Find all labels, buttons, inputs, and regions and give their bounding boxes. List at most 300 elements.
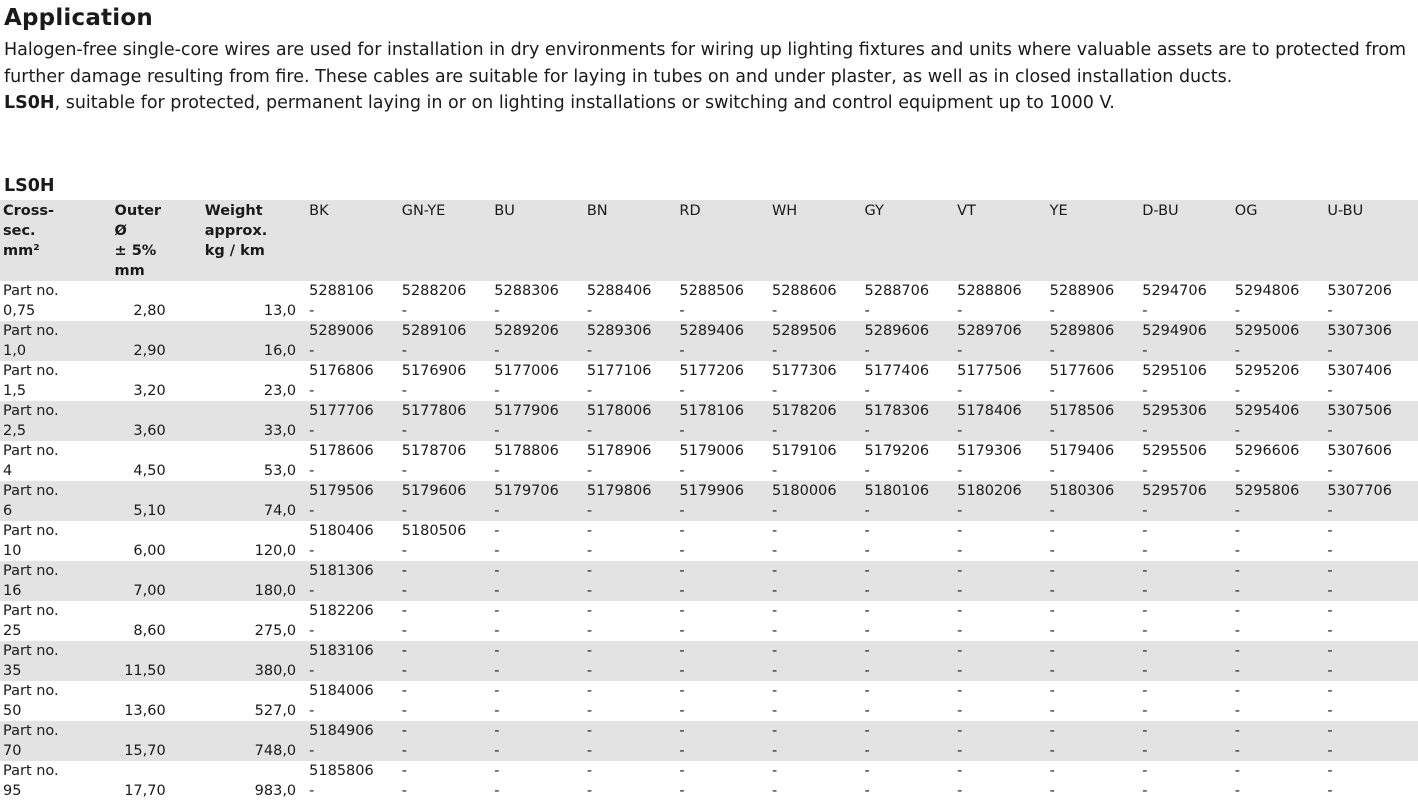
part-number: -: [864, 643, 870, 659]
part-number: 5288306: [494, 283, 559, 299]
part-number-secondary: -: [864, 743, 870, 759]
part-number: -: [1049, 563, 1055, 579]
part-number-cell: [492, 281, 585, 321]
part-number-cell: [1233, 481, 1326, 521]
weight-cell: [177, 761, 307, 801]
part-number: -: [1049, 643, 1055, 659]
part-number-secondary: -: [586, 303, 593, 319]
header-color-wh: WH: [771, 203, 798, 219]
table-row: [0, 761, 1418, 801]
part-number-secondary: -: [1142, 623, 1148, 639]
part-number-secondary: -: [1327, 703, 1333, 719]
part-number-cell: [307, 321, 400, 361]
part-number: -: [586, 643, 593, 659]
header-cross-line3: mm²: [3, 243, 40, 259]
part-number: -: [1327, 603, 1333, 619]
part-number: -: [1142, 643, 1148, 659]
part-number-secondary: -: [401, 543, 407, 559]
part-number: -: [957, 563, 963, 579]
part-number-secondary: -: [309, 303, 315, 319]
part-number-cell: [1325, 281, 1418, 321]
part-number: -: [1049, 723, 1055, 739]
part-number: -: [864, 763, 870, 779]
table-row: [0, 641, 1418, 681]
part-number-secondary: -: [1049, 463, 1055, 479]
cross-section-value: 25: [3, 623, 22, 639]
part-number: 5288506: [679, 283, 744, 299]
part-number: -: [864, 723, 870, 739]
part-number: -: [864, 603, 870, 619]
part-number-cell: [955, 401, 1048, 441]
header-color-vt: VT: [957, 203, 976, 219]
part-number-cell: [400, 561, 493, 601]
part-number-secondary: -: [494, 463, 500, 479]
part-number: -: [401, 763, 407, 779]
part-number-secondary: -: [679, 343, 685, 359]
part-number-secondary: -: [309, 503, 315, 519]
part-number-secondary: -: [1327, 743, 1333, 759]
part-number-secondary: -: [1327, 783, 1333, 799]
part-number: -: [401, 683, 407, 699]
part-number-secondary: -: [864, 543, 870, 559]
part-number: 5288806: [957, 283, 1022, 299]
part-number-secondary: -: [586, 503, 593, 519]
part-number: 5295506: [1142, 443, 1207, 459]
table-row: [0, 721, 1418, 761]
part-number-secondary: -: [679, 463, 685, 479]
part-number-cell: [770, 441, 863, 481]
part-number: -: [401, 643, 407, 659]
part-number: 5179506: [309, 483, 374, 499]
part-number-cell: [1233, 681, 1326, 721]
part-number-cell: [492, 481, 585, 521]
part-number-secondary: -: [494, 743, 500, 759]
part-number: 5182206: [309, 603, 374, 619]
part-number-secondary: -: [1234, 383, 1241, 399]
part-number-secondary: -: [679, 423, 685, 439]
part-number: -: [586, 603, 593, 619]
part-number-cell: [585, 561, 678, 601]
part-number: 5178906: [586, 443, 652, 459]
weight-value: 33,0: [263, 423, 297, 439]
part-number-cell: [1140, 721, 1233, 761]
header-color-ye: YE: [1049, 203, 1068, 219]
part-number-secondary: -: [401, 703, 407, 719]
part-number-secondary: -: [1049, 303, 1055, 319]
part-number-cell: [1048, 281, 1141, 321]
part-number-secondary: -: [1234, 743, 1241, 759]
part-number-secondary: -: [957, 463, 963, 479]
part-number-cell: [307, 521, 400, 561]
part-number-secondary: -: [401, 463, 407, 479]
part-number-cell: [307, 601, 400, 641]
part-number-cell: [400, 361, 493, 401]
part-number-secondary: -: [1327, 583, 1333, 599]
part-number-cell: [1325, 401, 1418, 441]
part-number-secondary: -: [771, 303, 778, 319]
part-number: -: [1234, 763, 1241, 779]
part-number-secondary: -: [1234, 703, 1241, 719]
outer-cell: [112, 681, 177, 721]
part-number-secondary: -: [1142, 423, 1148, 439]
part-number-cell: [955, 481, 1048, 521]
part-no-label: Part no.: [3, 363, 59, 379]
part-number-secondary: -: [864, 623, 870, 639]
outer-diameter-value: 13,60: [124, 703, 166, 719]
table-row: [0, 521, 1418, 561]
cross-section-value: 10: [3, 543, 22, 559]
table-title: LS0H: [4, 176, 55, 196]
weight-value: 74,0: [263, 503, 297, 519]
part-number-cell: [1140, 401, 1233, 441]
part-number-cell: [770, 521, 863, 561]
outer-cell: [112, 401, 177, 441]
table-row: [0, 481, 1418, 521]
part-number-secondary: -: [494, 383, 500, 399]
part-number-secondary: -: [401, 663, 407, 679]
header-color-bu: BU: [494, 203, 515, 219]
part-number-secondary: -: [771, 583, 778, 599]
part-number-cell: [863, 641, 956, 681]
part-number: 5178006: [586, 403, 652, 419]
part-number-secondary: -: [771, 743, 778, 759]
table-row: [0, 681, 1418, 721]
part-number-secondary: -: [1327, 503, 1333, 519]
part-number-cell: [770, 601, 863, 641]
part-number: -: [1234, 683, 1241, 699]
part-number-secondary: -: [309, 343, 315, 359]
part-number-secondary: -: [1049, 743, 1055, 759]
part-number-cell: [307, 361, 400, 401]
part-number-cell: [1325, 601, 1418, 641]
part-number-cell: [955, 441, 1048, 481]
part-number-cell: [863, 361, 956, 401]
part-number-cell: [1233, 561, 1326, 601]
part-number-cell: [307, 641, 400, 681]
part-number-secondary: -: [771, 543, 778, 559]
part-number: 5289806: [1049, 323, 1115, 339]
header-color-bn: BN: [586, 203, 608, 219]
header-weight-line1: Weight: [204, 203, 263, 219]
part-number: 5180206: [957, 483, 1022, 499]
part-number-secondary: -: [1327, 423, 1333, 439]
part-number-secondary: -: [1327, 343, 1333, 359]
part-number-cell: [492, 401, 585, 441]
part-number-cell: [585, 361, 678, 401]
part-number: -: [1142, 563, 1148, 579]
part-number-cell: [677, 561, 770, 601]
part-number: 5177306: [771, 363, 837, 379]
part-number-secondary: -: [1234, 463, 1241, 479]
part-number-cell: [1140, 281, 1233, 321]
part-number: 5179806: [586, 483, 652, 499]
part-number-secondary: -: [1049, 583, 1055, 599]
part-number-secondary: -: [864, 663, 870, 679]
part-number-cell: [1325, 681, 1418, 721]
header-cross-line1: Cross-: [3, 203, 55, 219]
outer-diameter-value: 6,00: [133, 543, 166, 559]
part-number-secondary: -: [1327, 383, 1333, 399]
part-number-secondary: -: [586, 703, 593, 719]
part-number: -: [1327, 683, 1333, 699]
part-number: -: [1049, 683, 1055, 699]
part-number: -: [494, 763, 500, 779]
part-number: -: [1234, 603, 1241, 619]
header-outer-line1: Outer Ø: [114, 203, 162, 239]
part-number-secondary: -: [494, 543, 500, 559]
part-number-secondary: -: [309, 583, 315, 599]
part-number: -: [771, 763, 778, 779]
part-number: 5307706: [1327, 483, 1392, 499]
part-number-cell: [1140, 441, 1233, 481]
part-number-cell: [1048, 441, 1141, 481]
part-number: 5179006: [679, 443, 744, 459]
outer-diameter-value: 17,70: [124, 783, 166, 799]
part-number: -: [1049, 763, 1055, 779]
part-number-secondary: -: [494, 663, 500, 679]
part-number-secondary: -: [309, 423, 315, 439]
part-number-cell: [307, 441, 400, 481]
part-number-cell: [400, 521, 493, 561]
part-number-secondary: -: [864, 703, 870, 719]
header-color-u-bu: U-BU: [1327, 203, 1364, 219]
part-number-secondary: -: [1049, 503, 1055, 519]
part-number: -: [679, 563, 685, 579]
part-number-cell: [307, 401, 400, 441]
part-number-cell: [585, 641, 678, 681]
part-number-secondary: -: [1234, 423, 1241, 439]
part-number: -: [957, 683, 963, 699]
cross-section-cell: [0, 481, 112, 521]
part-number-secondary: -: [679, 383, 685, 399]
part-number: -: [864, 523, 870, 539]
part-number-secondary: -: [679, 583, 685, 599]
cross-section-cell: [0, 721, 112, 761]
part-number-cell: [307, 481, 400, 521]
part-number-secondary: -: [679, 543, 685, 559]
part-number-cell: [770, 481, 863, 521]
part-number-secondary: -: [864, 463, 870, 479]
part-number-cell: [1048, 401, 1141, 441]
weight-value: 983,0: [254, 783, 297, 799]
part-number-cell: [677, 401, 770, 441]
part-number: 5178506: [1049, 403, 1115, 419]
header-cross-line2: sec.: [3, 223, 36, 239]
part-number: 5294706: [1142, 283, 1207, 299]
part-number: -: [586, 563, 593, 579]
part-number: 5289106: [401, 323, 467, 339]
part-number-cell: [770, 561, 863, 601]
cross-section-cell: [0, 681, 112, 721]
part-number-secondary: -: [957, 623, 963, 639]
part-number: 5176906: [401, 363, 467, 379]
part-number: -: [1142, 763, 1148, 779]
part-number-secondary: -: [957, 423, 963, 439]
table-row: [0, 281, 1418, 321]
part-number-secondary: -: [494, 423, 500, 439]
part-number-cell: [400, 441, 493, 481]
part-number-secondary: -: [401, 503, 407, 519]
part-number-cell: [863, 601, 956, 641]
cross-section-cell: [0, 521, 112, 561]
weight-cell: [177, 561, 307, 601]
weight-cell: [177, 521, 307, 561]
part-number-cell: [585, 681, 678, 721]
part-number-table: [0, 200, 1418, 801]
part-no-label: Part no.: [3, 323, 59, 339]
part-number-secondary: -: [1142, 663, 1148, 679]
part-number-cell: [955, 601, 1048, 641]
part-number: -: [1049, 603, 1055, 619]
part-number-secondary: -: [771, 343, 778, 359]
weight-cell: [177, 641, 307, 681]
part-number-cell: [492, 321, 585, 361]
part-number-cell: [1048, 321, 1141, 361]
outer-cell: [112, 481, 177, 521]
part-number-cell: [770, 721, 863, 761]
part-number-secondary: -: [771, 423, 778, 439]
part-number: 5288706: [864, 283, 930, 299]
weight-value: 13,0: [263, 303, 297, 319]
weight-cell: [177, 281, 307, 321]
part-number-secondary: -: [309, 463, 315, 479]
cross-section-cell: [0, 561, 112, 601]
part-number: 5180106: [864, 483, 930, 499]
part-number: -: [586, 763, 593, 779]
part-number: 5288906: [1049, 283, 1115, 299]
part-number: -: [1327, 563, 1333, 579]
part-number: -: [586, 723, 593, 739]
header-color-og: OG: [1234, 203, 1258, 219]
part-number: -: [494, 603, 500, 619]
part-number-secondary: -: [1234, 583, 1241, 599]
part-number: 5289206: [494, 323, 559, 339]
part-number-cell: [1048, 561, 1141, 601]
part-number: -: [494, 563, 500, 579]
part-number-secondary: -: [957, 343, 963, 359]
part-number-secondary: -: [309, 623, 315, 639]
cross-section-cell: [0, 401, 112, 441]
part-number-secondary: -: [494, 583, 500, 599]
part-number: 5295106: [1142, 363, 1207, 379]
part-number-cell: [1233, 281, 1326, 321]
header-weight-line2: approx.: [204, 223, 268, 239]
part-number-secondary: -: [494, 303, 500, 319]
part-number-secondary: -: [586, 423, 593, 439]
part-number: 5185806: [309, 763, 374, 779]
part-number: 5178206: [771, 403, 837, 419]
part-number: -: [957, 523, 963, 539]
part-number-secondary: -: [1234, 623, 1241, 639]
part-number: 5179106: [771, 443, 837, 459]
part-number-cell: [955, 321, 1048, 361]
part-number-cell: [1140, 521, 1233, 561]
part-number-cell: [677, 761, 770, 801]
application-description: [4, 37, 1409, 117]
part-number-secondary: -: [586, 383, 593, 399]
part-number-cell: [1325, 521, 1418, 561]
outer-diameter-value: 7,00: [133, 583, 166, 599]
part-number-secondary: -: [494, 703, 500, 719]
cross-section-value: 0,75: [3, 303, 36, 319]
outer-cell: [112, 281, 177, 321]
part-number-cell: [1048, 721, 1141, 761]
part-number-secondary: -: [957, 583, 963, 599]
cross-section-cell: [0, 761, 112, 801]
part-number-secondary: -: [401, 583, 407, 599]
part-number-secondary: -: [1142, 383, 1148, 399]
table-row: [0, 441, 1418, 481]
part-number: -: [1142, 603, 1148, 619]
part-number: -: [957, 643, 963, 659]
part-number-cell: [770, 361, 863, 401]
part-number-cell: [677, 281, 770, 321]
weight-cell: [177, 481, 307, 521]
part-number: -: [679, 763, 685, 779]
outer-diameter-value: 8,60: [133, 623, 166, 639]
part-number-cell: [770, 321, 863, 361]
part-number-secondary: -: [309, 703, 315, 719]
part-number: 5178706: [401, 443, 467, 459]
cross-section-value: 4: [3, 463, 13, 479]
part-number: -: [679, 723, 685, 739]
cross-section-value: 35: [3, 663, 22, 679]
part-number-secondary: -: [586, 583, 593, 599]
part-number: 5178806: [494, 443, 559, 459]
part-number-cell: [400, 761, 493, 801]
part-number: 5296606: [1234, 443, 1300, 459]
part-number-secondary: -: [401, 343, 407, 359]
table-row: [0, 321, 1418, 361]
part-number-secondary: -: [1234, 303, 1241, 319]
part-number-cell: [1140, 641, 1233, 681]
part-number-secondary: -: [1049, 423, 1055, 439]
part-no-label: Part no.: [3, 483, 59, 499]
cross-section-cell: [0, 321, 112, 361]
part-number-cell: [1325, 561, 1418, 601]
outer-diameter-value: 15,70: [124, 743, 166, 759]
part-number-secondary: -: [679, 783, 685, 799]
part-number-cell: [1140, 321, 1233, 361]
cross-section-value: 95: [3, 783, 22, 799]
part-number: -: [771, 563, 778, 579]
part-number-secondary: -: [586, 463, 593, 479]
weight-cell: [177, 601, 307, 641]
part-number: 5289506: [771, 323, 837, 339]
part-number-cell: [863, 721, 956, 761]
part-number-secondary: -: [679, 303, 685, 319]
cross-section-value: 2,5: [3, 423, 27, 439]
part-number: 5184906: [309, 723, 374, 739]
part-number: -: [1049, 523, 1055, 539]
part-number-secondary: -: [494, 783, 500, 799]
part-number: 5289606: [864, 323, 930, 339]
part-number: 5177906: [494, 403, 559, 419]
outer-diameter-value: 2,80: [133, 303, 166, 319]
weight-value: 180,0: [254, 583, 297, 599]
part-number: 5289406: [679, 323, 744, 339]
part-number: 5295306: [1142, 403, 1207, 419]
part-number-cell: [400, 721, 493, 761]
part-number: 5307406: [1327, 363, 1392, 379]
part-number: 5177006: [494, 363, 559, 379]
part-number-secondary: -: [1142, 303, 1148, 319]
part-number-cell: [955, 281, 1048, 321]
table-row: [0, 401, 1418, 441]
part-number-cell: [955, 761, 1048, 801]
part-number: -: [864, 563, 870, 579]
part-number-cell: [492, 641, 585, 681]
